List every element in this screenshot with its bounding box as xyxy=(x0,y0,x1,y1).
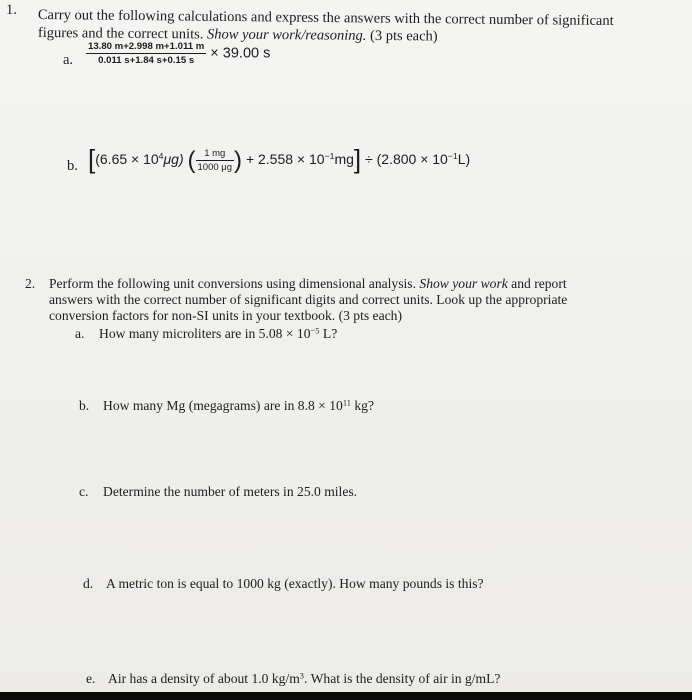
q2c-label: c. xyxy=(79,484,89,499)
q2a-end: L? xyxy=(319,326,338,341)
q1b-left-paren: ( xyxy=(187,147,196,174)
q1b-term1-unit: μg) xyxy=(163,151,184,167)
q1b-term2: + 2.558 × 10 xyxy=(245,151,325,167)
q1-number: 1. xyxy=(6,2,17,18)
q2-line1-end: and report xyxy=(511,276,567,291)
q2-line3: conversion factors for non-SI units in your textbook. (3 pts each) xyxy=(49,308,402,323)
q2b-text: How many Mg (megagrams) are in 8.8 × 10 xyxy=(103,398,343,413)
q1a-numerator: 13.80 m+2.998 m+1.011 m xyxy=(88,41,205,52)
q1b-frac-den: 1000 μg xyxy=(197,161,233,173)
q1a-label: a. xyxy=(63,52,74,68)
q2e-text: Air has a density of about 1.0 kg/m xyxy=(108,671,300,686)
q2e-end: . What is the density of air in g/mL? xyxy=(304,671,501,686)
q1-line2-points: (3 pts each) xyxy=(369,27,438,45)
q1b-term1: (6.65 × 10 xyxy=(95,151,159,167)
q1b-label: b. xyxy=(67,158,78,174)
q1a-expression xyxy=(86,41,270,66)
q2e-question xyxy=(108,671,500,687)
q1b-term2-unit: mg xyxy=(334,151,354,167)
q1b-term3: ÷ (2.800 × 10 xyxy=(365,151,448,167)
q2a-exp: −5 xyxy=(310,325,320,336)
q1b-term3-unit: L) xyxy=(457,151,471,167)
q1b-close-bracket: ] xyxy=(353,144,362,174)
q2-number: 2. xyxy=(25,276,36,291)
q2a-label: a. xyxy=(75,326,85,341)
q1a-denominator: 0.011 s+1.84 s+0.15 s xyxy=(98,55,195,66)
q1b-fraction xyxy=(196,148,235,173)
q2a-text: How many microliters are in 5.08 × 10 xyxy=(99,326,311,341)
q1b-term1-exp: 4 xyxy=(158,151,164,162)
q1-line2-plain: figures and the correct units. xyxy=(37,25,204,43)
q2e-exp: 3 xyxy=(299,670,305,681)
q1-line1: Carry out the following calculations and express the answers with the correct number of significant xyxy=(37,7,614,30)
q1a-multiplier: × 39.00 s xyxy=(210,45,271,62)
q2a-question xyxy=(99,326,337,342)
q2d-question: A metric ton is equal to 1000 kg (exactly). How many pounds is this? xyxy=(106,576,484,591)
q2-line1-italic: Show your work xyxy=(419,276,508,291)
q1b-term2-exp: −1 xyxy=(324,151,335,162)
q1b-frac-num: 1 mg xyxy=(196,148,235,161)
q1b-expression xyxy=(88,146,470,173)
q2-line2: answers with the correct number of significant digits and correct units. Look up the appropriate xyxy=(49,292,568,307)
q2-line1 xyxy=(49,276,567,292)
q2b-exp: 11 xyxy=(342,397,351,408)
q2-line1-plain: Perform the following unit conversions using dimensional analysis. xyxy=(49,276,416,291)
q2b-end: kg? xyxy=(350,398,374,413)
q1b-right-paren: ) xyxy=(234,147,243,174)
q2c-question: Determine the number of meters in 25.0 miles. xyxy=(103,484,358,499)
q1a-fraction xyxy=(86,41,206,66)
q1b-term3-exp: −1 xyxy=(447,151,458,162)
q2b-question xyxy=(103,398,374,414)
q1b-open-bracket: [ xyxy=(88,144,96,174)
q2b-label: b. xyxy=(79,398,90,413)
q1-line2-italic: Show your work/reasoning. xyxy=(206,26,367,44)
bottom-edge xyxy=(0,692,692,700)
q2d-label: d. xyxy=(83,576,94,591)
q2e-label: e. xyxy=(86,671,96,686)
